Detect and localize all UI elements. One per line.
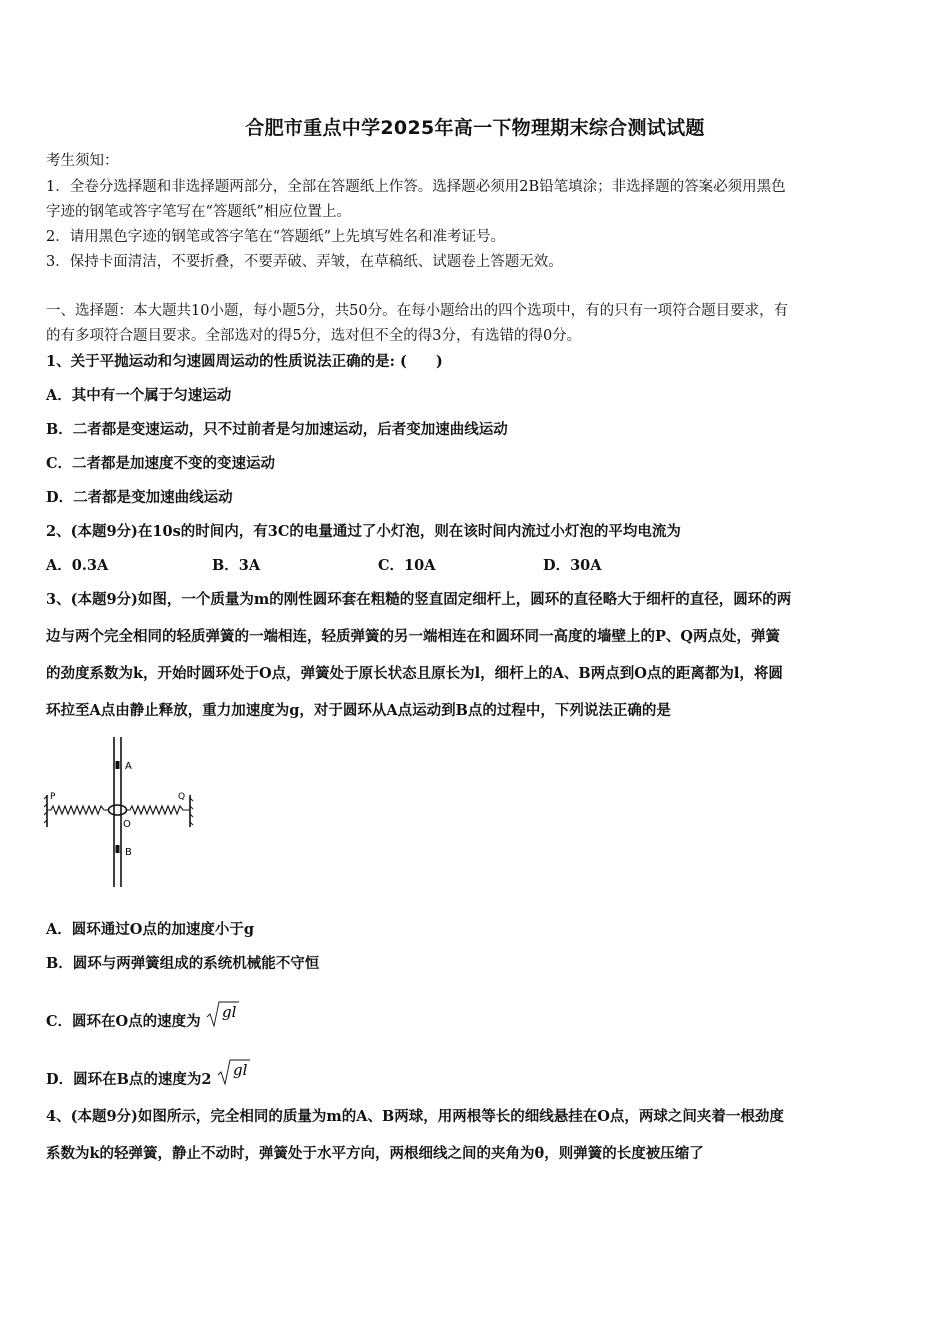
point-a-marker [116,761,120,769]
question-3-stem: 3、(本题9分)如图，一个质量为m的刚性圆环套在粗糙的竖直固定细杆上，圆环的直径略大于细杆的直径，圆环的两 [46,591,792,608]
notice-item: 字迹的钢笔或答字笔写在“答题纸”相应位置上。 [46,204,351,220]
sqrt-expression-text: gl [222,1003,237,1021]
point-b-marker [116,845,120,853]
right-spring [127,806,190,814]
question-3-stem: 边与两个完全相同的轻质弹簧的一端相连，轻质弹簧的另一端相连在和圆环同一高度的墙壁上的P、Q两点处，弹簧 [46,628,781,645]
notice-heading: 考生须知： [46,153,119,169]
q2-option-c: C．10A [378,557,436,574]
notice-item: 2．请用黑色字迹的钢笔或答字笔在“答题纸”上先填写姓名和准考证号。 [46,229,506,245]
question-3-stem: 环拉至A点由静止释放，重力加速度为g，对于圆环从A点运动到B点的过程中，下列说法正确的是 [46,702,671,719]
label-p: P [50,792,56,802]
q1-option-d: D．二者都是变加速曲线运动 [46,489,233,506]
sqrt-gl-icon [206,1000,240,1030]
question-4-stem: 4、(本题9分)如图所示，完全相同的质量为m的A、B两球，用两根等长的细线悬挂在O点，两球之间夹着一根劲度 [46,1108,784,1125]
question-4-stem: 系数为k的轻弹簧，静止不动时，弹簧处于水平方向，两根细线之间的夹角为θ，则弹簧的长度被压缩了 [46,1145,704,1162]
question-2-stem: 2、(本题9分)在10s的时间内，有3C的电量通过了小灯泡，则在该时间内流过小灯泡的平均电流为 [46,523,681,540]
q2-option-d: D．30A [543,557,602,574]
q2-option-b: B．3A [212,557,261,574]
question-3-stem: 的劲度系数为k，开始时圆环处于O点，弹簧处于原长状态且原长为l，细杆上的A、B两点到O点的距离都为l，将圆 [46,665,783,682]
label-o: O [123,819,131,830]
q1-option-c: C．二者都是加速度不变的变速运动 [46,455,276,472]
q3-option-c [46,1000,908,1032]
section-instructions: 的有多项符合题目要求。全部选对的得5分，选对但不全的得3分，有选错的得0分。 [46,328,582,344]
sqrt-expression-text: gl [233,1061,248,1079]
q2-option-a: A．0.3A [46,557,109,574]
page-title: 合肥市重点中学2025年高一下物理期末综合测试试题 [245,117,705,139]
q3-option-b: B．圆环与两弹簧组成的系统机械能不守恒 [46,955,320,972]
q3-option-d [46,1058,908,1090]
q3-option-c-text: C．圆环在O点的速度为 [46,1013,201,1030]
left-spring [47,806,108,814]
label-q: Q [178,792,186,802]
section-instructions: 一、选择题：本大题共10小题，每小题5分，共50分。在每小题给出的四个选项中，有的只有一项符合题目要求，有 [46,303,789,319]
q3-option-a: A．圆环通过O点的加速度小于g [46,921,255,938]
question-1-stem: 1、关于平抛运动和匀速圆周运动的性质说法正确的是: ( ) [46,353,443,370]
q1-option-b: B．二者都是变速运动，只不过前者是匀加速运动，后者变加速曲线运动 [46,421,508,438]
notice-item: 3．保持卡面清洁，不要折叠，不要弄破、弄皱，在草稿纸、试题卷上答题无效。 [46,254,563,270]
label-b: B [125,847,132,858]
q3-option-d-text: D．圆环在B点的速度为2 [46,1071,212,1088]
ring [109,805,127,815]
sqrt-gl-icon [217,1058,251,1088]
q1-option-a: A．其中有一个属于匀速运动 [46,387,232,404]
notice-item: 1．全卷分选择题和非选择题两部分，全部在答题纸上作答。选择题必须用2B铅笔填涂；非选择题的答案必须用黑色 [46,179,786,195]
ring-spring-figure [44,735,196,890]
label-a: A [125,761,132,772]
